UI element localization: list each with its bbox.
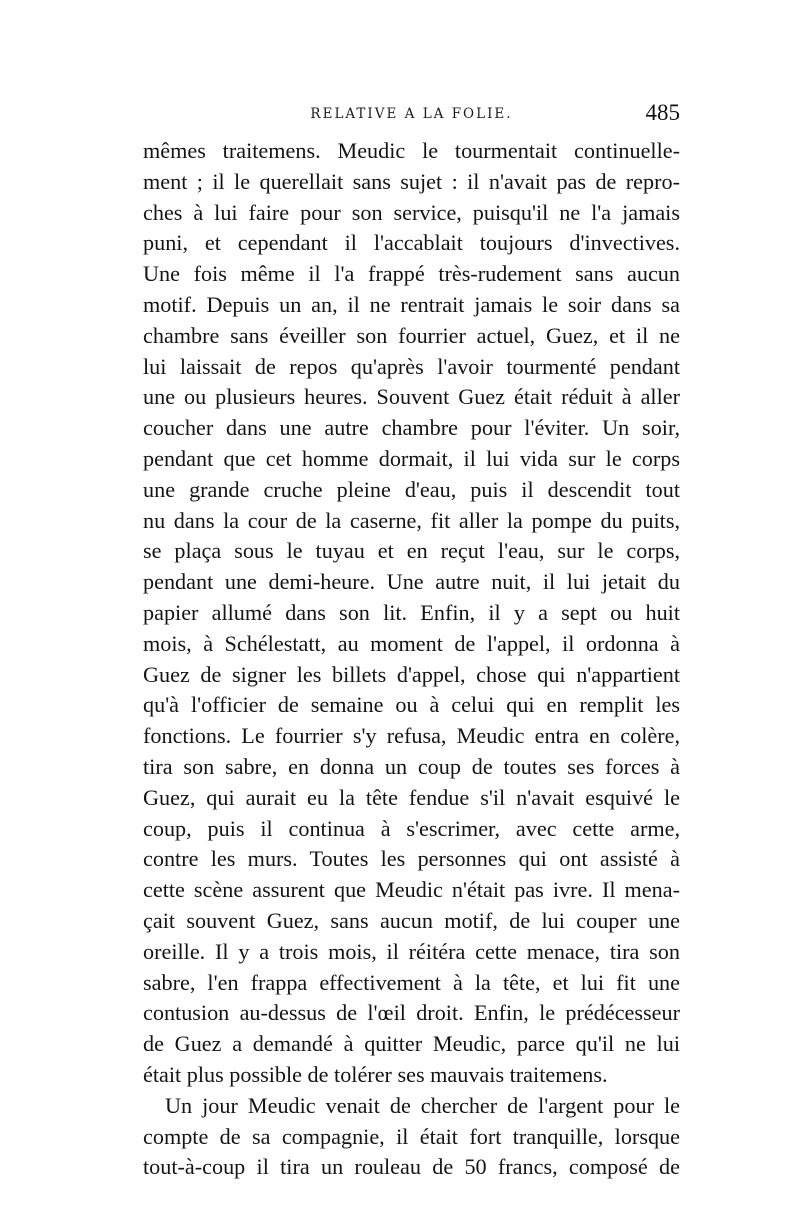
text-line: çait souvent Guez, sans aucun motif, de lui couper une (143, 907, 680, 933)
text-line: qu'à l'officier de semaine ou à celui qui en remplit les (143, 692, 680, 718)
text-line: pendant que cet homme dormait, il lui vida sur le corps (143, 445, 680, 471)
page-number: 485 (645, 100, 680, 125)
text-line: coup, puis il continua à s'escrimer, avec cette arme, (143, 815, 680, 841)
text-line: motif. Depuis un an, il ne rentrait jamais le soir dans sa (143, 291, 680, 317)
text-line: contusion au-dessus de l'œil droit. Enfin, le prédécesseur (143, 1000, 680, 1026)
text-line: coucher dans une autre chambre pour l'éviter. Un soir, (143, 415, 680, 441)
text-line: une grande cruche pleine d'eau, puis il descendit tout (143, 476, 680, 502)
text-line: Un jour Meudic venait de chercher de l'argent pour le (165, 1092, 680, 1118)
text-line: une ou plusieurs heures. Souvent Guez était réduit à aller (143, 384, 680, 410)
text-line: était plus possible de tolérer ses mauvais traitemens. (143, 1061, 608, 1087)
text-line: chambre sans éveiller son fourrier actuel, Guez, et il ne (143, 322, 680, 348)
text-line: mêmes traitemens. Meudic le tourmentait continuelle- (143, 138, 680, 163)
text-line: se plaça sous le tuyau et en reçut l'eau, sur le corps, (143, 538, 680, 564)
text-line: fonctions. Le fourrier s'y refusa, Meudic entra en colère, (143, 723, 680, 749)
text-line: Guez de signer les billets d'appel, chose qui n'appartient (143, 661, 680, 687)
text-line: nu dans la cour de la caserne, fit aller la pompe du puits, (143, 507, 680, 533)
text-line: de Guez a demandé à quitter Meudic, parce qu'il ne lui (143, 1031, 680, 1057)
page-header (143, 100, 680, 130)
text-line: pendant une demi-heure. Une autre nuit, il lui jetait du (143, 569, 680, 595)
text-line: contre les murs. Toutes les personnes qui ont assisté à (143, 846, 680, 872)
text-line: ment ; il le querellait sans sujet : il n'avait pas de repro- (143, 168, 680, 194)
text-line: oreille. Il y a trois mois, il réitéra cette menace, tira son (143, 938, 680, 964)
text-line: sabre, l'en frappa effectivement à la tête, et lui fit une (143, 969, 680, 995)
text-line: compte de sa compagnie, il était fort tranquille, lorsque (143, 1123, 680, 1149)
text-line: papier allumé dans son lit. Enfin, il y a sept ou huit (143, 599, 680, 625)
text-line: puni, et cependant il l'accablait toujours d'invectives. (143, 230, 680, 256)
body-text (143, 136, 680, 1183)
text-line: lui laissait de repos qu'après l'avoir tourmenté pendant (143, 353, 680, 379)
text-line: cette scène assurent que Meudic n'était pas ivre. Il mena- (143, 877, 680, 903)
text-line: ches à lui faire pour son service, puisqu'il ne l'a jamais (143, 199, 680, 225)
running-head: RELATIVE A LA FOLIE. (310, 106, 513, 122)
text-line: tout-à-coup il tira un rouleau de 50 francs, composé de (143, 1154, 680, 1180)
text-line: tira son sabre, en donna un coup de toutes ses forces à (143, 753, 680, 779)
text-line: mois, à Schélestatt, au moment de l'appel, il ordonna à (143, 630, 680, 656)
text-line: Une fois même il l'a frappé très-rudement sans aucun (143, 261, 680, 287)
text-line: Guez, qui aurait eu la tête fendue s'il n'avait esquivé le (143, 784, 680, 810)
